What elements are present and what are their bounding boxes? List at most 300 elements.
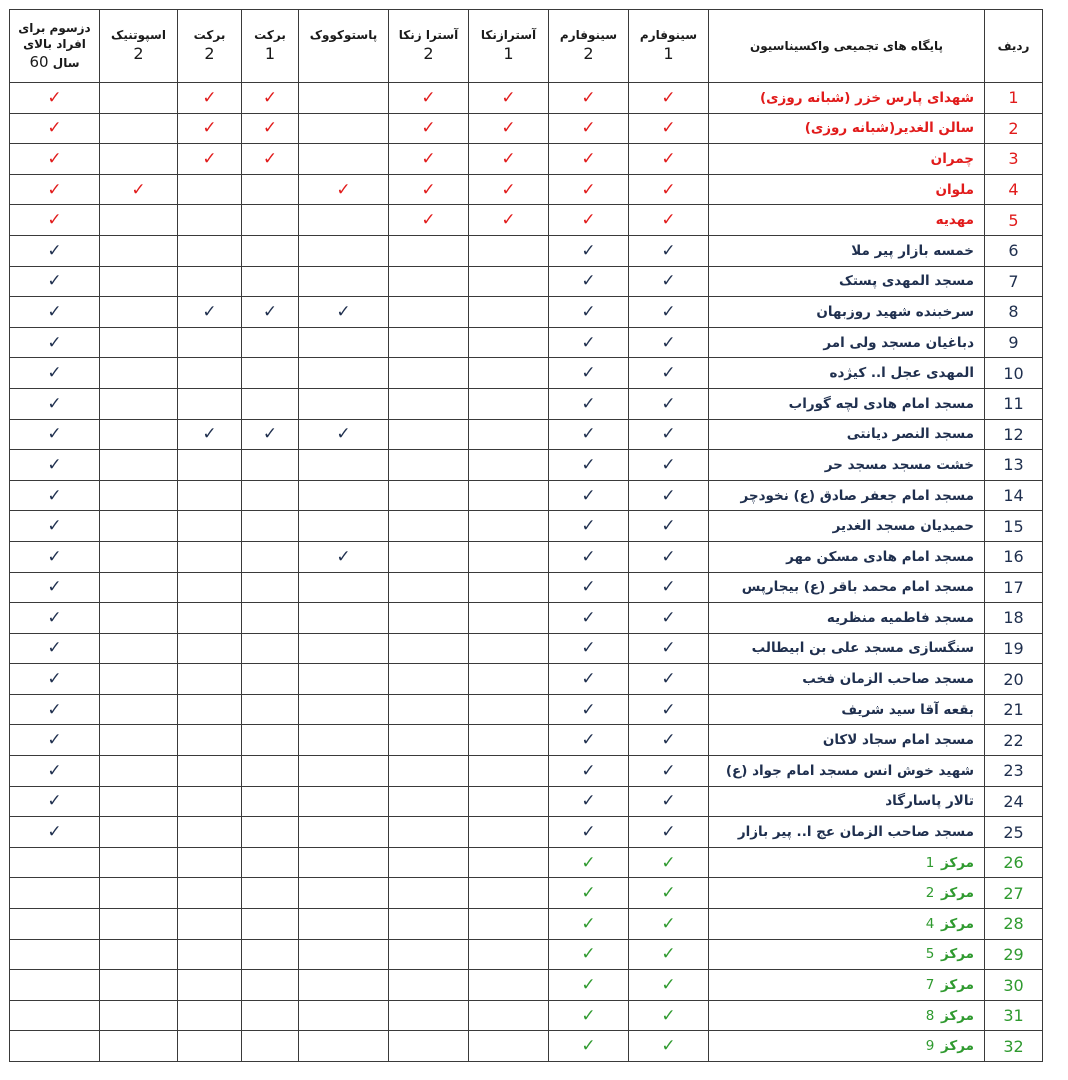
check-icon: ✓ xyxy=(501,210,516,231)
cell-sinopharm-1 xyxy=(629,235,709,266)
cell-pastocovac xyxy=(299,572,389,603)
site-name xyxy=(709,1000,985,1031)
cell-sinopharm-1 xyxy=(629,480,709,511)
check-icon: ✓ xyxy=(262,424,278,445)
table-row xyxy=(10,664,1043,695)
cell-astrazeneca-1 xyxy=(469,664,549,695)
table-row xyxy=(10,633,1043,664)
cell-barekat-1 xyxy=(242,970,299,1001)
header-site-name: پایگاه های تجمیعی واکسیناسیون xyxy=(709,10,985,83)
table-row xyxy=(10,603,1043,634)
cell-third-dose-over-60 xyxy=(10,970,100,1001)
check-icon: ✓ xyxy=(47,271,62,292)
check-icon: ✓ xyxy=(581,944,596,965)
cell-astrazeneca-2 xyxy=(389,266,469,297)
cell-barekat-1 xyxy=(242,480,299,511)
cell-third-dose-over-60 xyxy=(10,388,100,419)
row-index: 3 xyxy=(985,144,1043,175)
cell-pastocovac xyxy=(299,144,389,175)
cell-astrazeneca-2 xyxy=(389,633,469,664)
check-icon: ✓ xyxy=(421,210,436,231)
check-icon: ✓ xyxy=(47,516,62,537)
check-icon: ✓ xyxy=(661,393,676,414)
cell-sinopharm-2 xyxy=(549,235,629,266)
cell-sinopharm-1 xyxy=(629,572,709,603)
site-name: خمسه بازار پیر ملا xyxy=(709,235,985,266)
cell-pastocovac xyxy=(299,480,389,511)
table-row xyxy=(10,205,1043,236)
cell-sinopharm-2 xyxy=(549,113,629,144)
cell-barekat-1 xyxy=(242,144,299,175)
cell-sputnik xyxy=(100,909,178,940)
check-icon: ✓ xyxy=(581,148,596,169)
cell-third-dose-over-60 xyxy=(10,786,100,817)
cell-barekat-2 xyxy=(178,205,242,236)
cell-barekat-1 xyxy=(242,450,299,481)
check-icon: ✓ xyxy=(581,546,596,567)
cell-third-dose-over-60 xyxy=(10,725,100,756)
center-number: 1 xyxy=(925,854,935,871)
cell-sputnik xyxy=(100,235,178,266)
cell-sinopharm-1 xyxy=(629,664,709,695)
site-name: مسجد امام هادی مسکن مهر xyxy=(709,541,985,572)
cell-pastocovac xyxy=(299,909,389,940)
cell-pastocovac xyxy=(299,725,389,756)
cell-astrazeneca-2 xyxy=(389,358,469,389)
cell-sputnik xyxy=(100,633,178,664)
cell-astrazeneca-2 xyxy=(389,694,469,725)
check-icon: ✓ xyxy=(581,118,596,139)
cell-sinopharm-1 xyxy=(629,388,709,419)
check-icon: ✓ xyxy=(581,577,596,598)
check-icon: ✓ xyxy=(661,944,676,965)
check-icon: ✓ xyxy=(47,454,62,475)
check-icon: ✓ xyxy=(661,1005,676,1026)
cell-astrazeneca-2 xyxy=(389,1031,469,1062)
cell-sinopharm-2 xyxy=(549,817,629,848)
cell-astrazeneca-1 xyxy=(469,786,549,817)
cell-sinopharm-2 xyxy=(549,786,629,817)
cell-barekat-1 xyxy=(242,909,299,940)
table-row xyxy=(10,388,1043,419)
check-icon: ✓ xyxy=(661,699,676,720)
table-row xyxy=(10,1031,1043,1062)
check-icon: ✓ xyxy=(47,240,62,261)
check-icon: ✓ xyxy=(421,179,436,200)
cell-barekat-1 xyxy=(242,174,299,205)
check-icon: ✓ xyxy=(47,332,62,353)
cell-sinopharm-2 xyxy=(549,266,629,297)
cell-sputnik xyxy=(100,388,178,419)
check-icon: ✓ xyxy=(661,822,676,843)
cell-sinopharm-2 xyxy=(549,541,629,572)
cell-pastocovac xyxy=(299,541,389,572)
center-label: مرکز xyxy=(940,946,974,963)
cell-barekat-2 xyxy=(178,847,242,878)
check-icon: ✓ xyxy=(202,148,217,169)
cell-pastocovac xyxy=(299,83,389,114)
cell-barekat-1 xyxy=(242,756,299,787)
cell-barekat-2 xyxy=(178,297,242,328)
cell-astrazeneca-1 xyxy=(469,817,549,848)
row-index: 28 xyxy=(985,909,1043,940)
cell-barekat-2 xyxy=(178,970,242,1001)
check-icon: ✓ xyxy=(581,669,596,690)
cell-barekat-1 xyxy=(242,266,299,297)
cell-barekat-1 xyxy=(242,358,299,389)
check-icon: ✓ xyxy=(661,301,676,322)
cell-third-dose-over-60 xyxy=(10,83,100,114)
cell-third-dose-over-60 xyxy=(10,939,100,970)
check-icon: ✓ xyxy=(501,148,516,169)
cell-pastocovac xyxy=(299,786,389,817)
cell-third-dose-over-60 xyxy=(10,1000,100,1031)
cell-sputnik xyxy=(100,939,178,970)
header-index: ردیف xyxy=(985,10,1043,83)
center-number: 2 xyxy=(925,885,935,902)
check-icon: ✓ xyxy=(336,424,351,445)
cell-third-dose-over-60 xyxy=(10,235,100,266)
site-name xyxy=(709,909,985,940)
cell-astrazeneca-1 xyxy=(469,939,549,970)
check-icon: ✓ xyxy=(661,760,676,781)
cell-astrazeneca-1 xyxy=(469,1031,549,1062)
cell-pastocovac xyxy=(299,266,389,297)
check-icon: ✓ xyxy=(661,332,676,353)
cell-sputnik xyxy=(100,603,178,634)
check-icon: ✓ xyxy=(47,485,62,506)
cell-barekat-1 xyxy=(242,1031,299,1062)
cell-third-dose-over-60 xyxy=(10,327,100,358)
cell-sinopharm-2 xyxy=(549,419,629,450)
check-icon: ✓ xyxy=(202,424,217,445)
check-icon: ✓ xyxy=(581,485,596,506)
cell-sputnik xyxy=(100,1031,178,1062)
site-name: مسجد فاطمیه منظریه xyxy=(709,603,985,634)
cell-sputnik xyxy=(100,572,178,603)
center-label: مرکز xyxy=(940,915,974,932)
cell-sinopharm-2 xyxy=(549,878,629,909)
cell-barekat-2 xyxy=(178,174,242,205)
header-astrazeneca-2: آسترا زنکا 2 xyxy=(389,10,469,83)
cell-astrazeneca-1 xyxy=(469,174,549,205)
table-row xyxy=(10,847,1043,878)
center-label: مرکز xyxy=(940,885,974,902)
row-index: 2 xyxy=(985,113,1043,144)
table-row xyxy=(10,694,1043,725)
table-row xyxy=(10,144,1043,175)
cell-astrazeneca-2 xyxy=(389,847,469,878)
table-row xyxy=(10,235,1043,266)
center-label: مرکز xyxy=(940,854,974,871)
cell-barekat-2 xyxy=(178,756,242,787)
cell-sinopharm-2 xyxy=(549,480,629,511)
check-icon: ✓ xyxy=(581,699,596,720)
cell-pastocovac xyxy=(299,419,389,450)
cell-sinopharm-2 xyxy=(549,725,629,756)
cell-third-dose-over-60 xyxy=(10,1031,100,1062)
site-name: مسجد امام سجاد لاکان xyxy=(709,725,985,756)
row-index: 25 xyxy=(985,817,1043,848)
cell-third-dose-over-60 xyxy=(10,603,100,634)
vaccination-table-container xyxy=(9,9,1043,1062)
check-icon: ✓ xyxy=(501,179,516,200)
cell-pastocovac xyxy=(299,450,389,481)
table-row xyxy=(10,541,1043,572)
cell-barekat-1 xyxy=(242,939,299,970)
cell-barekat-2 xyxy=(178,113,242,144)
cell-sputnik xyxy=(100,817,178,848)
cell-barekat-1 xyxy=(242,572,299,603)
check-icon: ✓ xyxy=(47,363,62,384)
check-icon: ✓ xyxy=(47,546,62,567)
cell-barekat-1 xyxy=(242,1000,299,1031)
cell-barekat-2 xyxy=(178,786,242,817)
site-name: سالن الغدیر(شبانه روزی) xyxy=(709,113,985,144)
cell-astrazeneca-1 xyxy=(469,297,549,328)
cell-sinopharm-1 xyxy=(629,511,709,542)
cell-astrazeneca-1 xyxy=(469,113,549,144)
cell-pastocovac xyxy=(299,664,389,695)
check-icon: ✓ xyxy=(47,760,62,781)
center-number: 5 xyxy=(925,946,935,963)
cell-third-dose-over-60 xyxy=(10,817,100,848)
cell-barekat-2 xyxy=(178,725,242,756)
cell-sputnik xyxy=(100,786,178,817)
cell-barekat-2 xyxy=(178,419,242,450)
cell-pastocovac xyxy=(299,235,389,266)
cell-barekat-1 xyxy=(242,817,299,848)
cell-sinopharm-2 xyxy=(549,388,629,419)
cell-astrazeneca-2 xyxy=(389,511,469,542)
cell-astrazeneca-2 xyxy=(389,909,469,940)
check-icon: ✓ xyxy=(581,975,596,996)
cell-barekat-2 xyxy=(178,1000,242,1031)
check-icon: ✓ xyxy=(581,730,596,751)
cell-astrazeneca-1 xyxy=(469,756,549,787)
cell-sinopharm-1 xyxy=(629,725,709,756)
cell-third-dose-over-60 xyxy=(10,511,100,542)
site-name: مسجد امام محمد باقر (ع) بیجارپس xyxy=(709,572,985,603)
check-icon: ✓ xyxy=(581,271,596,292)
check-icon: ✓ xyxy=(47,148,62,169)
check-icon: ✓ xyxy=(47,87,62,108)
cell-pastocovac xyxy=(299,297,389,328)
cell-barekat-2 xyxy=(178,358,242,389)
cell-barekat-1 xyxy=(242,511,299,542)
cell-astrazeneca-1 xyxy=(469,266,549,297)
check-icon: ✓ xyxy=(581,913,596,934)
cell-barekat-2 xyxy=(178,1031,242,1062)
check-icon: ✓ xyxy=(581,1005,596,1026)
table-row xyxy=(10,113,1043,144)
cell-astrazeneca-2 xyxy=(389,327,469,358)
cell-astrazeneca-1 xyxy=(469,480,549,511)
table-row xyxy=(10,174,1043,205)
row-index: 8 xyxy=(985,297,1043,328)
cell-barekat-2 xyxy=(178,235,242,266)
site-name: شهید خوش انس مسجد امام جواد (ع) xyxy=(709,756,985,787)
cell-barekat-2 xyxy=(178,694,242,725)
cell-astrazeneca-2 xyxy=(389,786,469,817)
check-icon: ✓ xyxy=(581,179,596,200)
cell-barekat-2 xyxy=(178,633,242,664)
cell-sinopharm-1 xyxy=(629,83,709,114)
row-index: 23 xyxy=(985,756,1043,787)
check-icon: ✓ xyxy=(47,669,62,690)
row-index: 10 xyxy=(985,358,1043,389)
cell-sinopharm-2 xyxy=(549,633,629,664)
check-icon: ✓ xyxy=(262,301,278,322)
cell-barekat-2 xyxy=(178,144,242,175)
cell-barekat-1 xyxy=(242,664,299,695)
cell-sputnik xyxy=(100,266,178,297)
cell-pastocovac xyxy=(299,511,389,542)
row-index: 6 xyxy=(985,235,1043,266)
cell-sinopharm-1 xyxy=(629,756,709,787)
check-icon: ✓ xyxy=(581,516,596,537)
check-icon: ✓ xyxy=(581,393,596,414)
cell-sinopharm-1 xyxy=(629,939,709,970)
cell-sinopharm-2 xyxy=(549,847,629,878)
check-icon: ✓ xyxy=(47,301,62,322)
cell-astrazeneca-1 xyxy=(469,694,549,725)
cell-sputnik xyxy=(100,297,178,328)
cell-pastocovac xyxy=(299,113,389,144)
site-name: سرخبنده شهید روزبهان xyxy=(709,297,985,328)
cell-barekat-2 xyxy=(178,480,242,511)
cell-astrazeneca-1 xyxy=(469,388,549,419)
cell-sputnik xyxy=(100,1000,178,1031)
cell-astrazeneca-2 xyxy=(389,419,469,450)
cell-pastocovac xyxy=(299,1000,389,1031)
cell-sputnik xyxy=(100,174,178,205)
table-row xyxy=(10,450,1043,481)
row-index: 7 xyxy=(985,266,1043,297)
center-label: مرکز xyxy=(940,1038,974,1055)
cell-astrazeneca-1 xyxy=(469,1000,549,1031)
table-row xyxy=(10,266,1043,297)
table-row xyxy=(10,817,1043,848)
header-third-dose-over-60: دزسوم برای افراد بالای سال 60 xyxy=(10,10,100,83)
cell-third-dose-over-60 xyxy=(10,205,100,236)
check-icon: ✓ xyxy=(501,118,516,139)
cell-sinopharm-2 xyxy=(549,297,629,328)
header-astrazeneca-1: آسترازنکا 1 xyxy=(469,10,549,83)
cell-sinopharm-1 xyxy=(629,909,709,940)
check-icon: ✓ xyxy=(581,210,596,231)
row-index: 9 xyxy=(985,327,1043,358)
check-icon: ✓ xyxy=(581,822,596,843)
check-icon: ✓ xyxy=(661,516,676,537)
cell-sputnik xyxy=(100,205,178,236)
cell-barekat-1 xyxy=(242,419,299,450)
cell-astrazeneca-2 xyxy=(389,174,469,205)
cell-third-dose-over-60 xyxy=(10,297,100,328)
cell-astrazeneca-1 xyxy=(469,511,549,542)
check-icon: ✓ xyxy=(661,730,676,751)
check-icon: ✓ xyxy=(581,240,596,261)
site-name: مهدیه xyxy=(709,205,985,236)
site-name: مسجد المهدی پستک xyxy=(709,266,985,297)
center-label: مرکز xyxy=(940,1007,974,1024)
row-index: 11 xyxy=(985,388,1043,419)
cell-pastocovac xyxy=(299,970,389,1001)
cell-sinopharm-2 xyxy=(549,572,629,603)
cell-astrazeneca-1 xyxy=(469,327,549,358)
check-icon: ✓ xyxy=(501,87,516,108)
row-index: 17 xyxy=(985,572,1043,603)
cell-astrazeneca-2 xyxy=(389,541,469,572)
check-icon: ✓ xyxy=(202,301,217,322)
cell-third-dose-over-60 xyxy=(10,572,100,603)
check-icon: ✓ xyxy=(581,852,596,873)
check-icon: ✓ xyxy=(581,424,596,445)
cell-pastocovac xyxy=(299,358,389,389)
table-row xyxy=(10,297,1043,328)
site-name: مسجد صاحب الزمان فخب xyxy=(709,664,985,695)
cell-barekat-1 xyxy=(242,541,299,572)
table-header xyxy=(10,10,1043,83)
cell-sputnik xyxy=(100,756,178,787)
cell-astrazeneca-1 xyxy=(469,83,549,114)
cell-third-dose-over-60 xyxy=(10,756,100,787)
check-icon: ✓ xyxy=(661,485,676,506)
table-body xyxy=(10,83,1043,1062)
cell-barekat-2 xyxy=(178,664,242,695)
check-icon: ✓ xyxy=(661,577,676,598)
cell-sputnik xyxy=(100,970,178,1001)
cell-third-dose-over-60 xyxy=(10,694,100,725)
row-index: 19 xyxy=(985,633,1043,664)
row-index: 12 xyxy=(985,419,1043,450)
check-icon: ✓ xyxy=(661,454,676,475)
cell-astrazeneca-1 xyxy=(469,603,549,634)
cell-astrazeneca-1 xyxy=(469,205,549,236)
check-icon: ✓ xyxy=(661,240,676,261)
cell-sinopharm-1 xyxy=(629,603,709,634)
cell-sinopharm-1 xyxy=(629,694,709,725)
header-barekat-2: برکت 2 xyxy=(178,10,242,83)
site-name: المهدی عجل ا.. کیژده xyxy=(709,358,985,389)
check-icon: ✓ xyxy=(661,179,676,200)
cell-barekat-1 xyxy=(242,327,299,358)
cell-sinopharm-1 xyxy=(629,266,709,297)
table-row xyxy=(10,358,1043,389)
table-row xyxy=(10,970,1043,1001)
cell-sputnik xyxy=(100,541,178,572)
cell-pastocovac xyxy=(299,756,389,787)
cell-sinopharm-2 xyxy=(549,664,629,695)
check-icon: ✓ xyxy=(421,87,436,108)
cell-sinopharm-1 xyxy=(629,878,709,909)
cell-barekat-1 xyxy=(242,725,299,756)
check-icon: ✓ xyxy=(202,87,217,108)
cell-astrazeneca-1 xyxy=(469,358,549,389)
cell-barekat-1 xyxy=(242,83,299,114)
check-icon: ✓ xyxy=(581,301,596,322)
cell-pastocovac xyxy=(299,817,389,848)
cell-barekat-1 xyxy=(242,113,299,144)
cell-sinopharm-1 xyxy=(629,358,709,389)
site-name xyxy=(709,878,985,909)
row-index: 16 xyxy=(985,541,1043,572)
check-icon: ✓ xyxy=(661,118,676,139)
table-row xyxy=(10,786,1043,817)
cell-sinopharm-1 xyxy=(629,970,709,1001)
cell-astrazeneca-1 xyxy=(469,144,549,175)
cell-third-dose-over-60 xyxy=(10,541,100,572)
